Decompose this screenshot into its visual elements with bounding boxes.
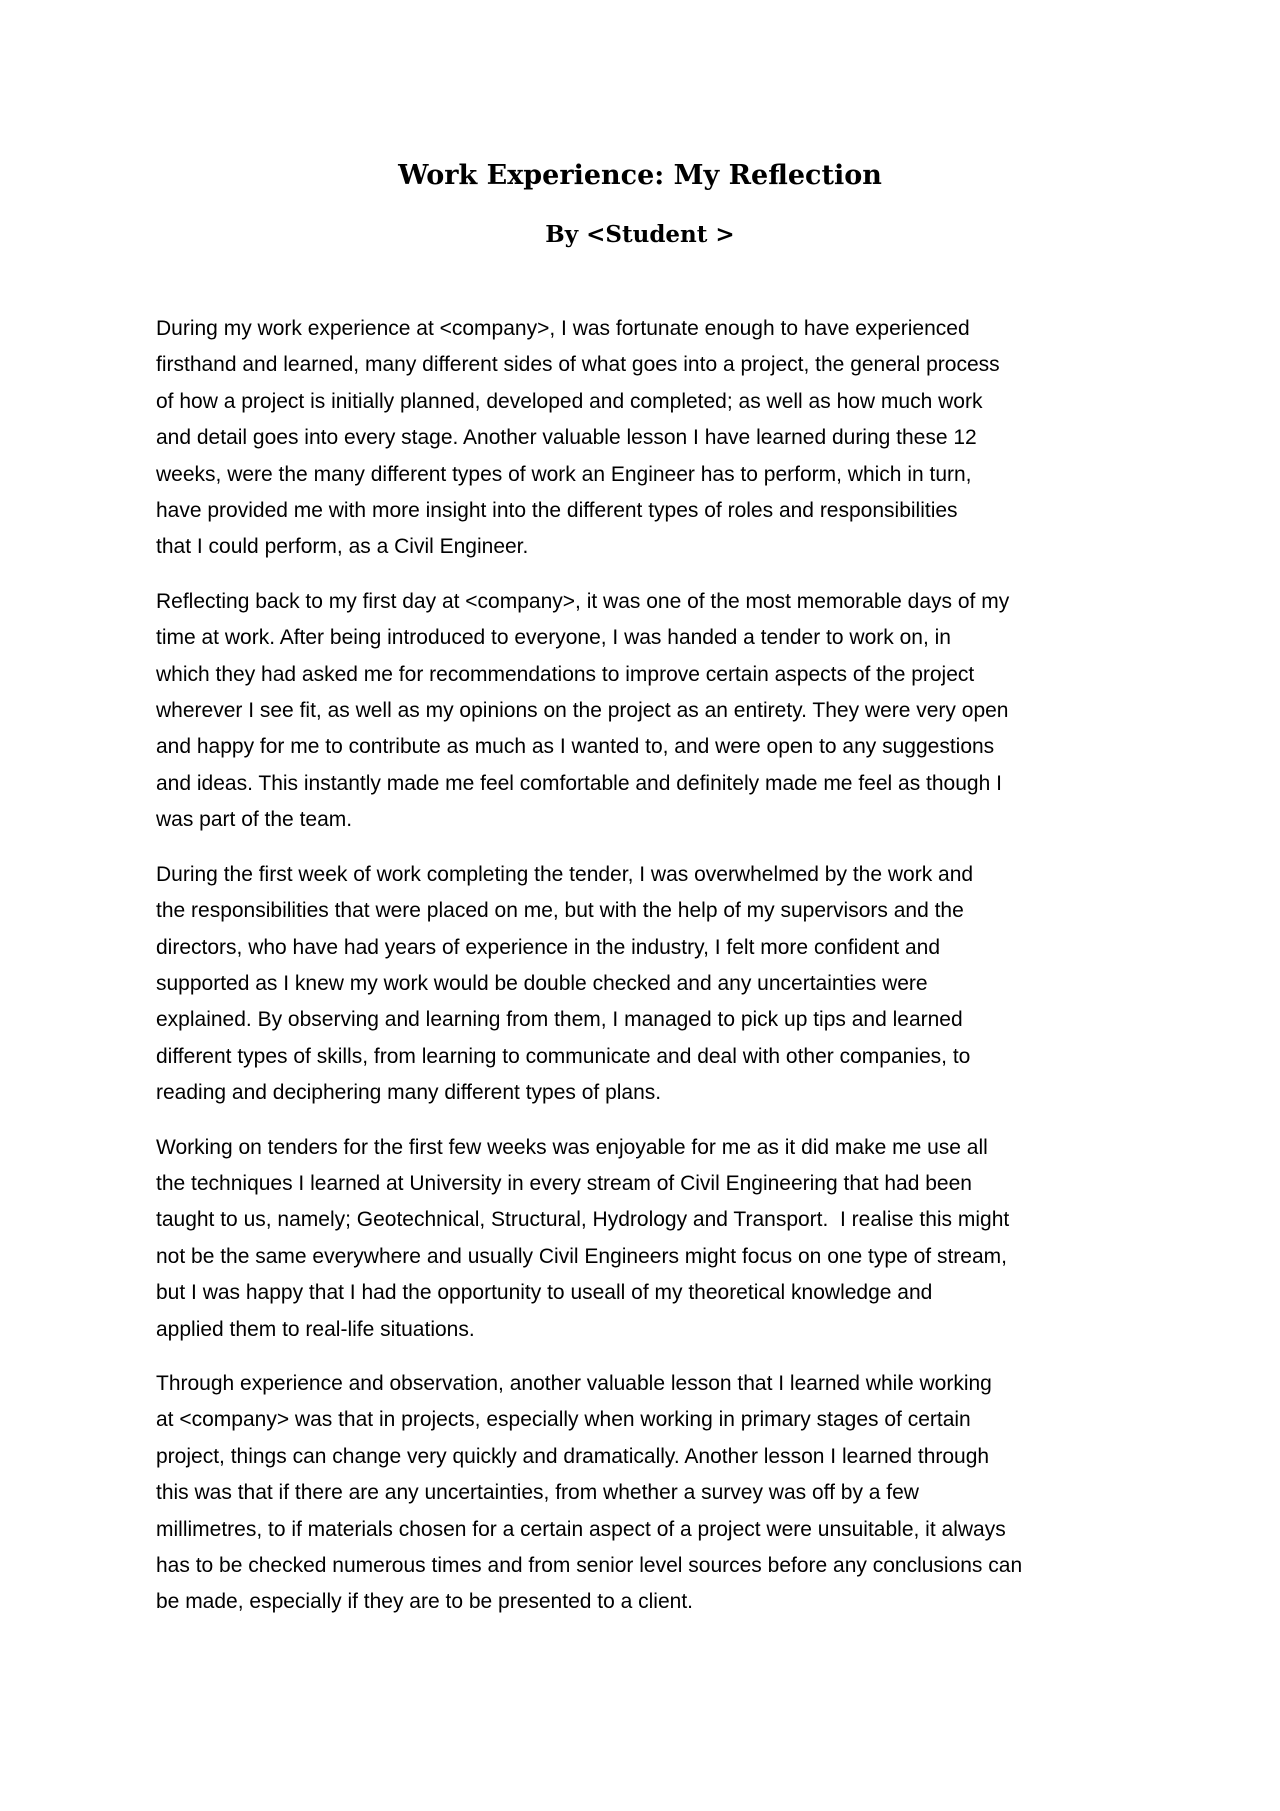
text-line: this was that if there are any uncertainties, from whether a survey was off by a few [156, 1481, 919, 1505]
text-line: which they had asked me for recommendations to improve certain aspects of the project [156, 662, 975, 686]
text-line: wherever I see fit, as well as my opinions on the project as an entirety. They were very open [156, 699, 1009, 723]
text-line: the responsibilities that were placed on me, but with the help of my supervisors and the [156, 899, 964, 923]
text-line: millimetres, to if materials chosen for a certain aspect of a project were unsuitable, it always [156, 1517, 1006, 1541]
text-line: was part of the team. [156, 808, 353, 832]
text-line: of how a project is initially planned, developed and completed; as well as how much work [156, 389, 983, 413]
paragraph-4 [156, 1130, 1131, 1348]
text-line: During my work experience at <company>, I was fortunate enough to have experienced [156, 317, 970, 340]
text-line: that I could perform, as a Civil Engineer. [156, 535, 529, 559]
text-line: firsthand and learned, many different sides of what goes into a project, the general process [156, 353, 1000, 377]
document-author: By <Student > [545, 221, 735, 248]
text-line: but I was happy that I had the opportunity to useall of my theoretical knowledge and [156, 1281, 933, 1305]
paragraph-1 [156, 311, 1131, 566]
document-body [156, 311, 1131, 1639]
text-line: During the first week of work completing the tender, I was overwhelmed by the work and [156, 862, 974, 886]
text-line: different types of skills, from learning to communicate and deal with other companies, to [156, 1044, 971, 1068]
text-line: at <company> was that in projects, especially when working in primary stages of certain [156, 1408, 971, 1432]
text-line: the techniques I learned at University in every stream of Civil Engineering that had been [156, 1171, 972, 1195]
text-line: project, things can change very quickly and dramatically. Another lesson I learned through [156, 1444, 990, 1468]
text-line: time at work. After being introduced to everyone, I was handed a tender to work on, in [156, 626, 951, 650]
paragraph-2 [156, 584, 1131, 839]
text-line: not be the same everywhere and usually Civil Engineers might focus on one type of stream, [156, 1244, 1007, 1268]
text-line: have provided me with more insight into the different types of roles and responsibilities [156, 499, 958, 523]
text-line: and happy for me to contribute as much as I wanted to, and were open to any suggestions [156, 735, 995, 759]
text-line: be made, especially if they are to be presented to a client. [156, 1590, 693, 1614]
text-line: explained. By observing and learning from them, I managed to pick up tips and learned [156, 1008, 963, 1032]
text-line: weeks, were the many different types of work an Engineer has to perform, which in turn, [156, 462, 972, 486]
text-line: Working on tenders for the first few weeks was enjoyable for me as it did make me use all [156, 1135, 988, 1159]
text-line: Through experience and observation, another valuable lesson that I learned while working [156, 1371, 992, 1395]
text-line: Reflecting back to my first day at <company>, it was one of the most memorable days of my [156, 589, 1010, 613]
text-line: supported as I knew my work would be double checked and any uncertainties were [156, 971, 928, 995]
text-line: reading and deciphering many different types of plans. [156, 1081, 662, 1105]
paragraph-5 [156, 1366, 1131, 1621]
text-line: applied them to real-life situations. [156, 1317, 475, 1341]
text-line: directors, who have had years of experience in the industry, I felt more confident and [156, 935, 941, 959]
text-line: taught to us, namely; Geotechnical, Structural, Hydrology and Transport. I realise this might [156, 1208, 1010, 1232]
document-title: Work Experience: My Reflection [398, 160, 882, 191]
paragraph-3 [156, 857, 1131, 1112]
text-line: and detail goes into every stage. Another valuable lesson I have learned during these 12 [156, 426, 977, 450]
text-line: and ideas. This instantly made me feel comfortable and definitely made me feel as though I [156, 771, 1002, 795]
text-line: has to be checked numerous times and from senior level sources before any conclusions can [156, 1554, 1023, 1577]
